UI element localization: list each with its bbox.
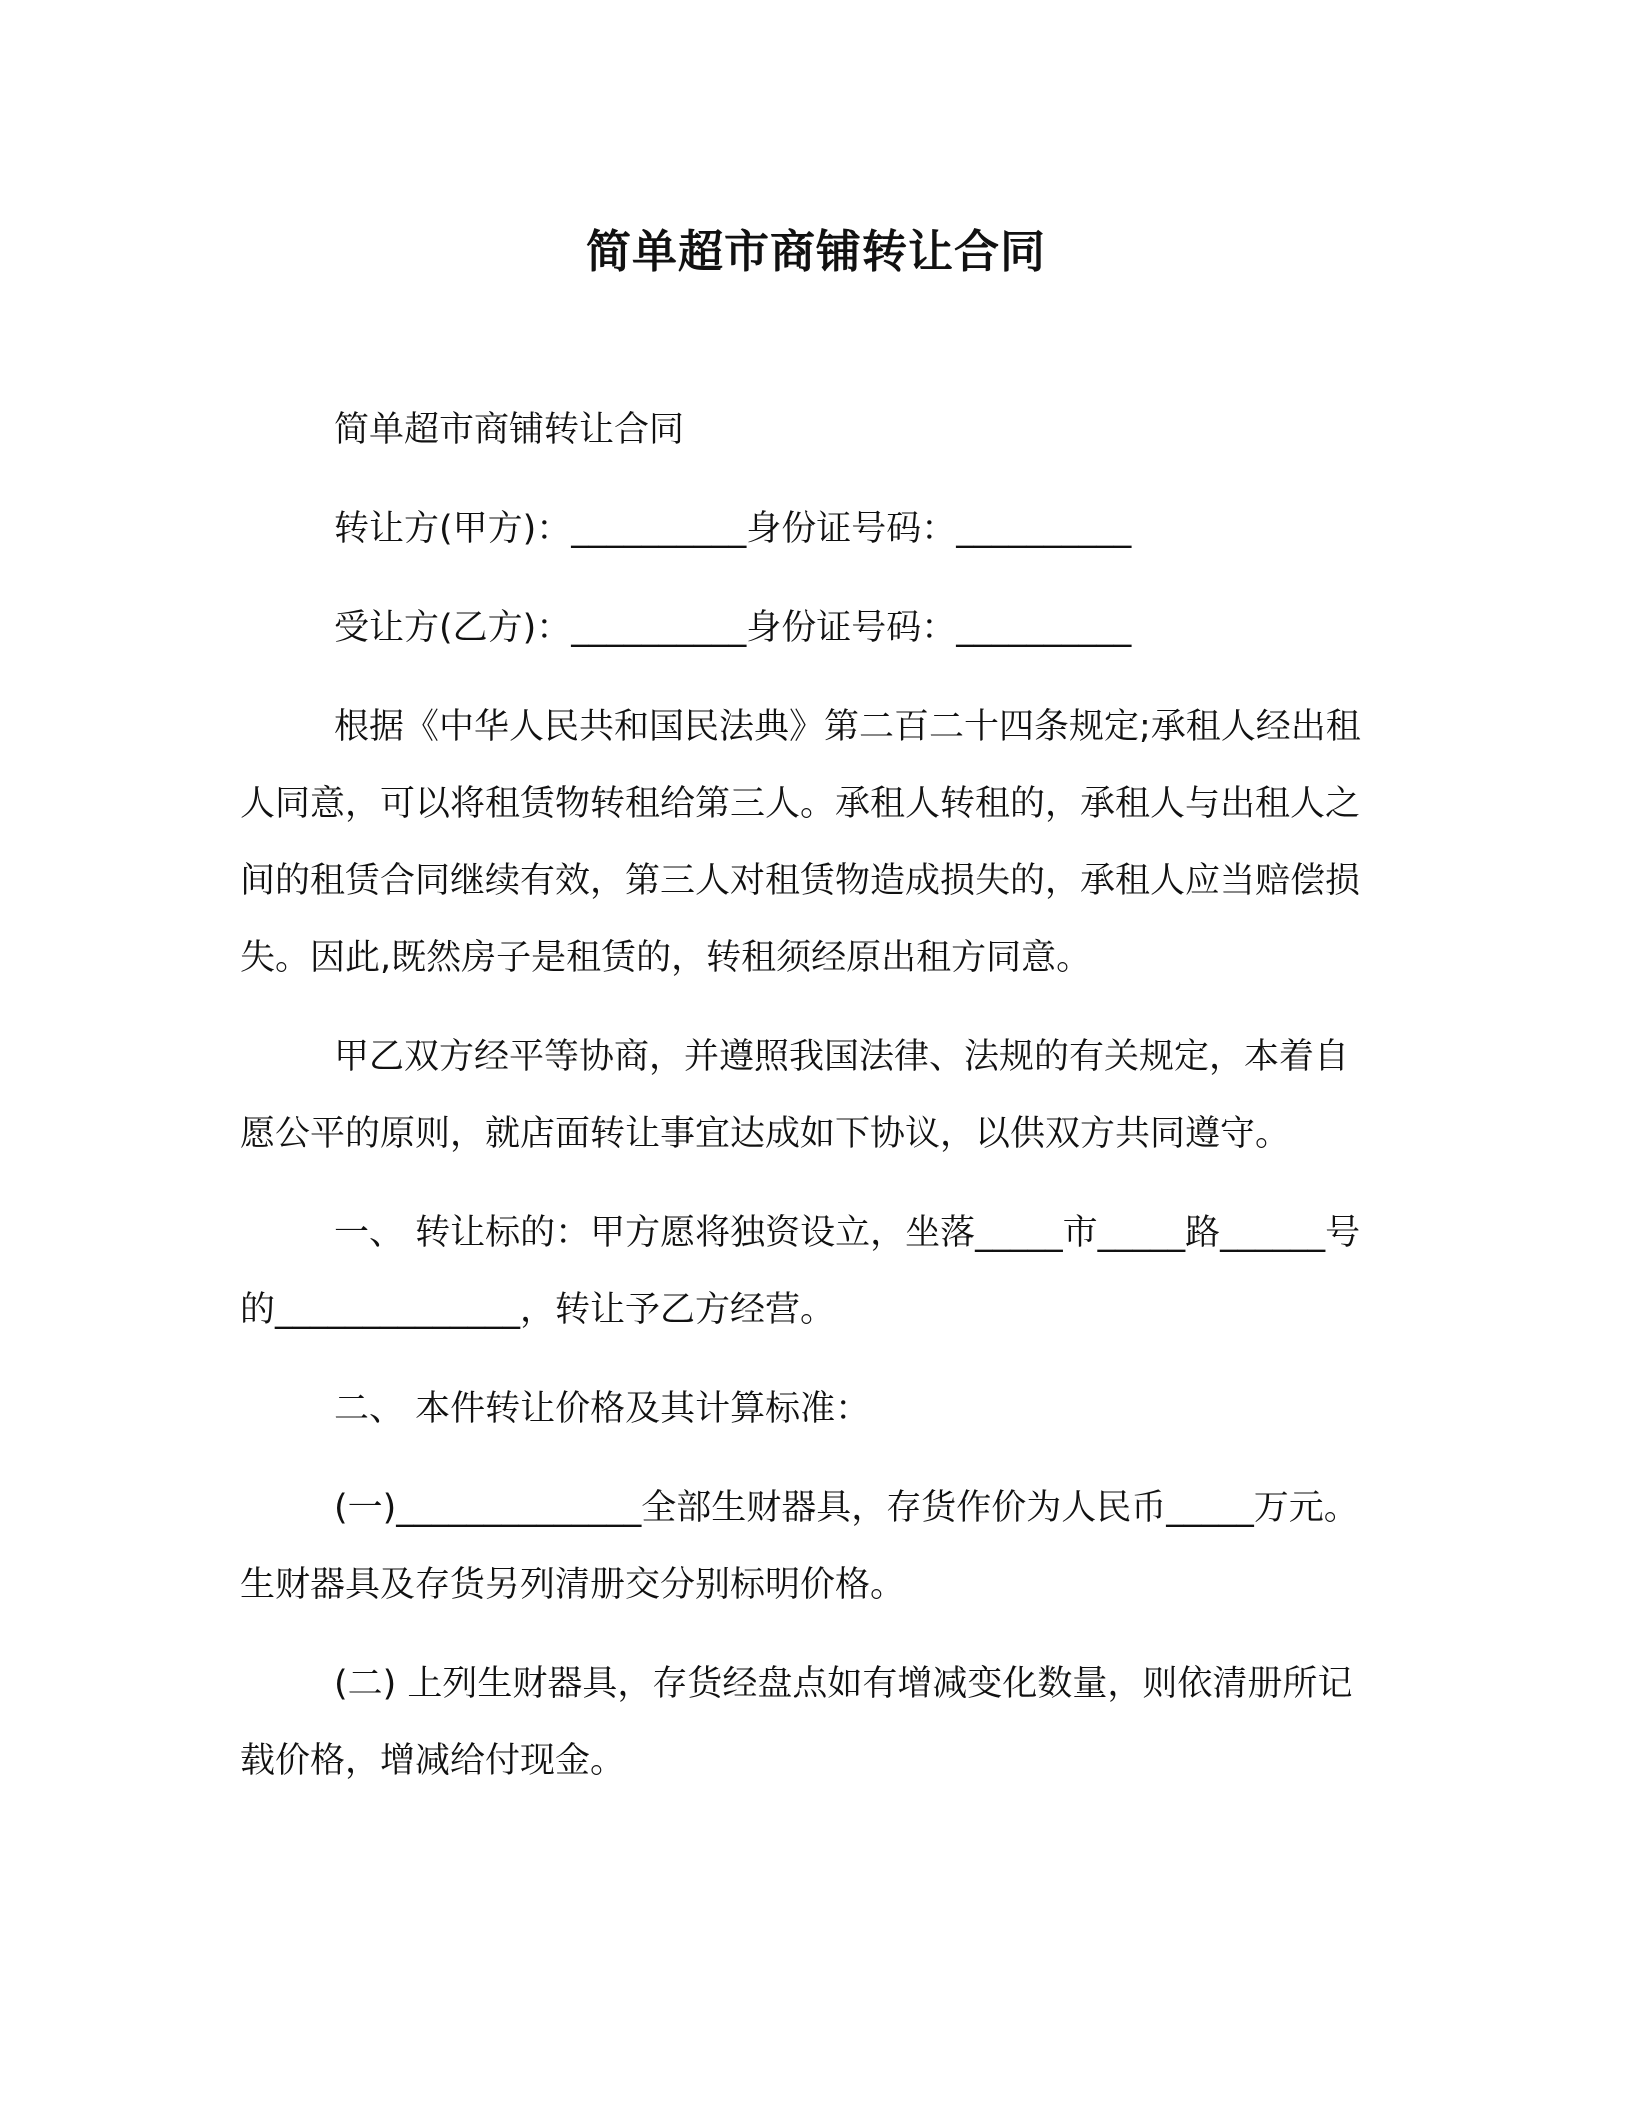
- paragraph-clause-2-1: (一)______________全部生财器具，存货作价为人民币_____万元。生财器具及存货另列清册交分别标明价格。: [240, 1488, 1359, 1605]
- document-body: [240, 392, 1380, 1822]
- paragraph-clause-2: 二、 本件转让价格及其计算标准：: [334, 1389, 871, 1429]
- paragraph-transferor: 转让方(甲方)：__________身份证号码：__________: [334, 509, 1132, 549]
- paragraph-transferee: 受让方(乙方)：__________身份证号码：__________: [334, 608, 1132, 648]
- paragraph-agreement-intro: 甲乙双方经平等协商，并遵照我国法律、法规的有关规定，本着自愿公平的原则，就店面转让事宜达成如下协议，以供双方共同遵守。: [240, 1037, 1350, 1154]
- paragraph-legal-basis: 根据《中华人民共和国民法典》第二百二十四条规定;承租人经出租人同意，可以将租赁物转租给第三人。承租人转租的，承租人与出租人之间的租赁合同继续有效，第三人对租赁物造成损失的，承租人应当赔偿损失。因此,既然房子是租赁的，转租须经原出租方同意。: [240, 707, 1361, 978]
- document-title: 简单超市商铺转让合同: [585, 225, 1046, 278]
- paragraph-clause-2-2: (二) 上列生财器具，存货经盘点如有增减变化数量，则依清册所记载价格，增减给付现金。: [240, 1664, 1353, 1781]
- paragraph-subtitle: 简单超市商铺转让合同: [334, 410, 685, 450]
- paragraph-clause-1: 一、 转让标的：甲方愿将独资设立，坐落_____市_____路______号的______________，转让予乙方经营。: [240, 1213, 1361, 1330]
